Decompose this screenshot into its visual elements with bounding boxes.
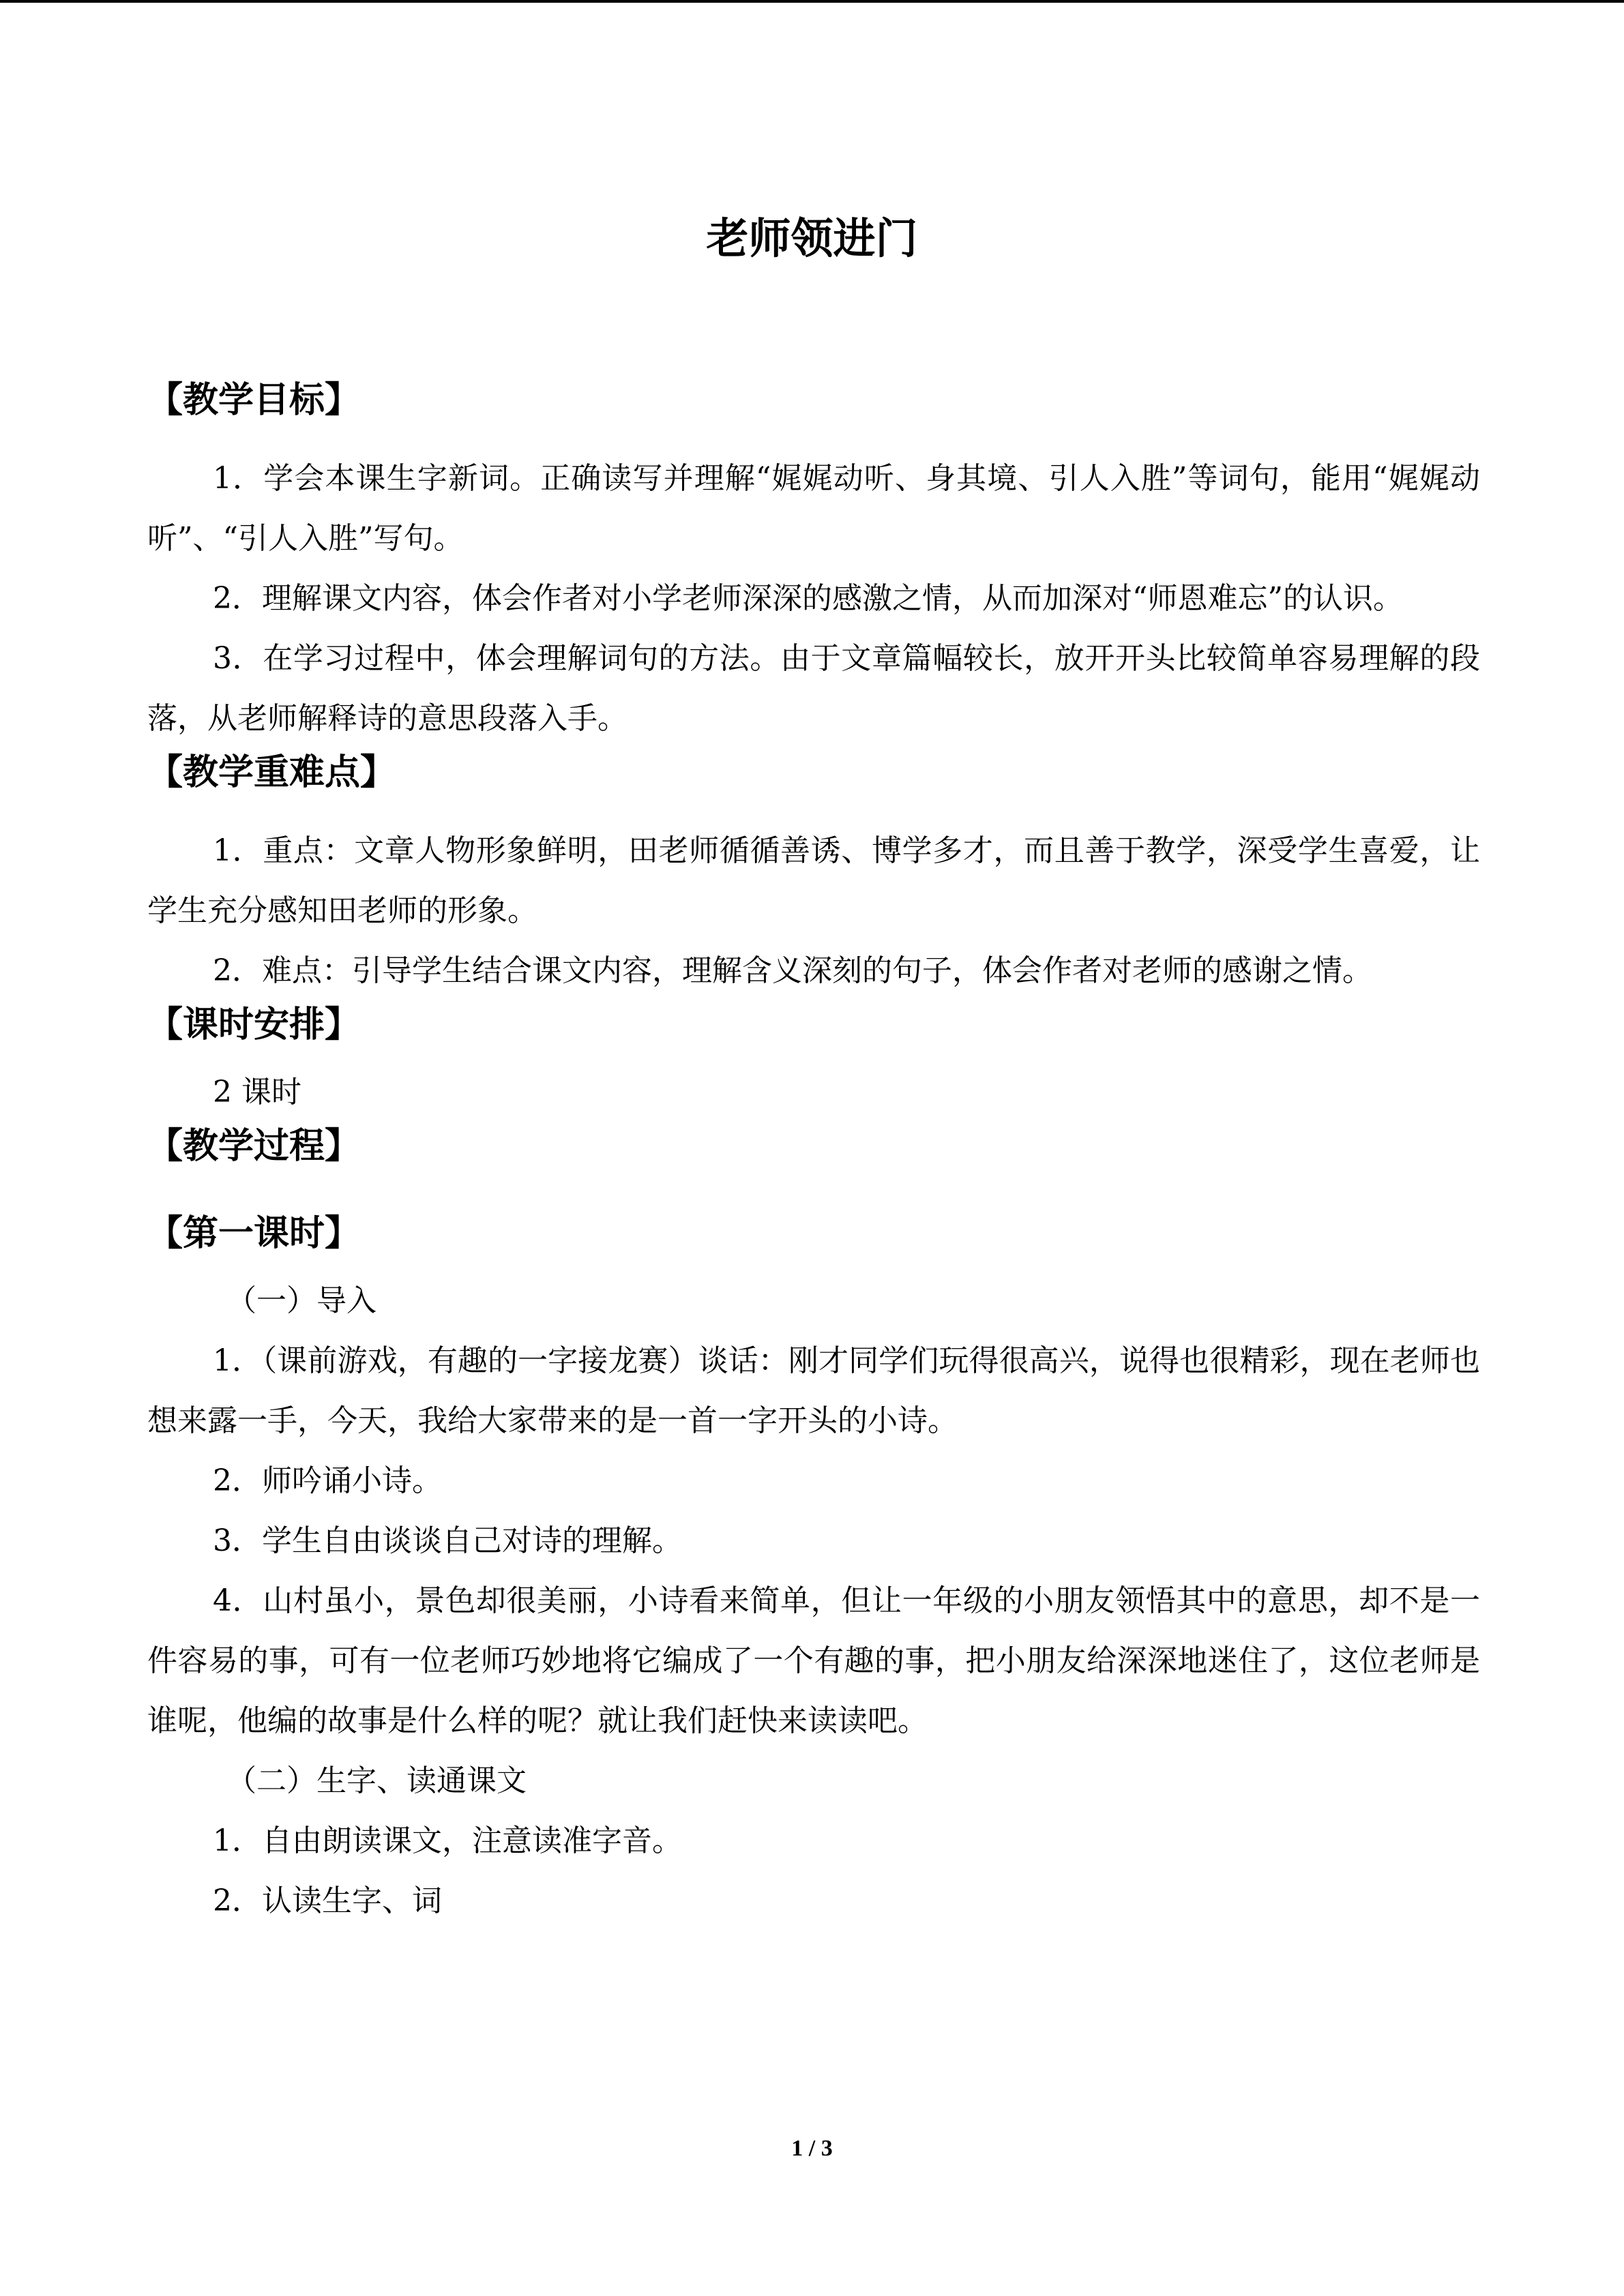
lesson1-part2-item: 2．认读生字、词 [213,1883,442,1918]
document-body [147,376,1480,1931]
heading-goals: 【教学目标】 [147,380,361,421]
lesson1-part2-item: 1．自由朗读课文，注意读准字音。 [213,1823,682,1858]
page-title: 老师领进门 [706,213,918,263]
keypoint-item: 2．难点：引导学生结合课文内容，理解含义深刻的句子，体会作者对老师的感谢之情。 [213,953,1372,988]
goal-item: 1．学会本课生字新词。正确读写并理解“娓娓动听、身其境、引人入胜”等词句，能用“娓娓动听”、“引人入胜”写句。 [147,461,1480,556]
goal-item: 3．在学习过程中，体会理解词句的方法。由于文章篇幅较长，放开开头比较简单容易理解的段落，从老师解释诗的意思段落入手。 [147,641,1480,736]
keypoint-item: 1．重点：文章人物形象鲜明，田老师循循善诱、博学多才，而且善于教学，深受学生喜爱，让学生充分感知田老师的形象。 [147,833,1480,928]
heading-lesson1: 【第一课时】 [147,1213,361,1254]
heading-keypoints: 【教学重难点】 [147,752,396,793]
lesson1-part1-title: （一）导入 [226,1283,377,1318]
lesson1-part1-item: 2．师吟诵小诗。 [213,1463,442,1498]
lesson1-part1-item: 4．山村虽小，景色却很美丽，小诗看来简单，但让一年级的小朋友领悟其中的意思，却不是一件容易的事，可有一位老师巧妙地将它编成了一个有趣的事，把小朋友给深深地迷住了，这位老师是谁呢，他编的故事是什么样的呢？就让我们赶快来读读吧。 [147,1583,1480,1738]
lesson1-part2-title: （二）生字、读通课文 [226,1763,527,1798]
heading-schedule: 【课时安排】 [147,1004,361,1045]
top-border-line [0,0,1624,3]
page-number: 1 / 3 [791,2136,833,2161]
lesson1-part1-item: 3．学生自由谈谈自己对诗的理解。 [213,1523,682,1558]
goal-item: 2．理解课文内容，体会作者对小学老师深深的感激之情，从而加深对“师恩难忘”的认识。 [213,581,1403,616]
heading-process: 【教学过程】 [147,1126,361,1167]
lesson1-part1-item: 1．（课前游戏，有趣的一字接龙赛）谈话：刚才同学们玩得很高兴，说得也很精彩，现在老师也想来露一手，今天，我给大家带来的是一首一字开头的小诗。 [147,1343,1480,1438]
schedule-text: 2 课时 [213,1075,301,1109]
